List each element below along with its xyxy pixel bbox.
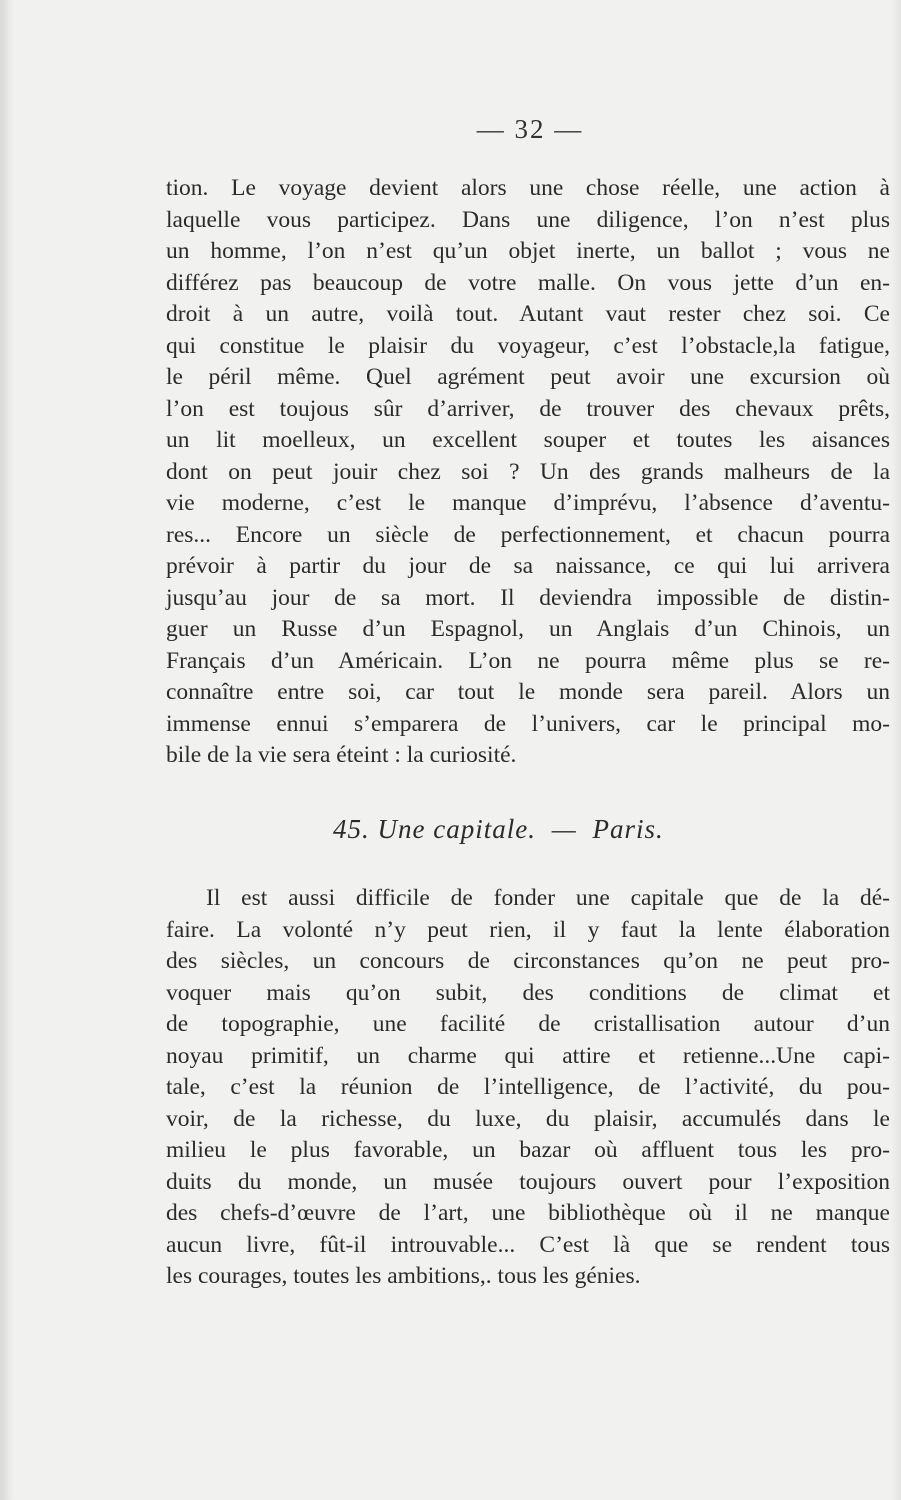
text-line: dont on peut jouir chez soi ? Un des grands malheurs de la (166, 458, 890, 485)
text-line: les courages, toutes les ambitions,. tous les génies. (166, 1263, 641, 1289)
text-line: Français d’un Américain. L’on ne pourra même plus se re- (166, 647, 890, 674)
text-line: tale, c’est la réunion de l’intelligence, de l’activité, du pou- (166, 1074, 890, 1100)
text-line: bile de la vie sera éteint : la curiosité. (166, 742, 517, 768)
text-line: guer un Russe d’un Espagnol, un Anglais d’un Chinois, un (166, 616, 890, 642)
text-line: faire. La volonté n’y peut rien, il y faut la lente élaboration (166, 916, 890, 943)
text-line: tion. Le voyage devient alors une chose réelle, une action à (166, 175, 890, 201)
text-line: res... Encore un siècle de perfectionnement, et chacun pourra (166, 521, 890, 548)
section-heading (333, 814, 753, 845)
text-line: voquer mais qu’on subit, des conditions de climat et (166, 979, 890, 1006)
section-subtitle: Paris. (592, 814, 664, 844)
section-title: Une capitale. (377, 814, 536, 844)
text-line: un homme, l’on n’est qu’un objet inerte, un ballot ; vous ne (166, 238, 890, 264)
text-line: de topographie, une facilité de cristallisation autour d’un (166, 1011, 890, 1037)
text-line: milieu le plus favorable, un bazar où affluent tous les pro- (166, 1137, 890, 1163)
text-line: un lit moelleux, un excellent souper et toutes les aisances (166, 427, 890, 453)
text-line: prévoir à partir du jour de sa naissance, ce qui lui arrivera (166, 553, 890, 579)
text-line: voir, de la richesse, du luxe, du plaisir, accumulés dans le (166, 1105, 890, 1132)
text-line: droit à un autre, voilà tout. Autant vaut rester chez soi. Ce (166, 301, 890, 327)
text-line: noyau primitif, un charme qui attire et retienne...Une capi- (166, 1042, 890, 1069)
text-line: des siècles, un concours de circonstances qu’on ne peut pro- (166, 948, 890, 974)
text-line: jusqu’au jour de sa mort. Il deviendra impossible de distin- (166, 584, 890, 611)
text-line: le péril même. Quel agrément peut avoir une excursion où (166, 364, 890, 390)
section-number: 45. (333, 814, 370, 844)
text-line: Il est aussi difficile de fonder une capitale que de la dé- (206, 885, 890, 911)
text-line: connaître entre soi, car tout le monde sera pareil. Alors un (166, 679, 890, 705)
paragraph-1 (166, 173, 890, 772)
paragraph-2 (166, 883, 890, 1293)
text-line: laquelle vous participez. Dans une diligence, l’on n’est plus (166, 206, 890, 233)
page-number: — 32 — (476, 114, 584, 144)
text-line: qui constitue le plaisir du voyageur, c’est l’obstacle,la fatigue, (166, 332, 890, 359)
section-separator: — (551, 814, 577, 844)
text-line: vie moderne, c’est le manque d’imprévu, l’absence d’aventu- (166, 490, 890, 516)
text-line: différez pas beaucoup de votre malle. On vous jette d’un en- (166, 269, 890, 296)
text-line: duits du monde, un musée toujours ouvert pour l’exposition (166, 1168, 890, 1195)
text-line: des chefs-d’œuvre de l’art, une bibliothèque où il ne manque (166, 1200, 890, 1226)
text-line: immense ennui s’emparera de l’univers, car le principal mo- (166, 710, 890, 737)
text-line: l’on est toujous sûr d’arriver, de trouver des chevaux prêts, (166, 395, 890, 422)
text-line: aucun livre, fût-il introuvable... C’est là que se rendent tous (166, 1231, 890, 1258)
